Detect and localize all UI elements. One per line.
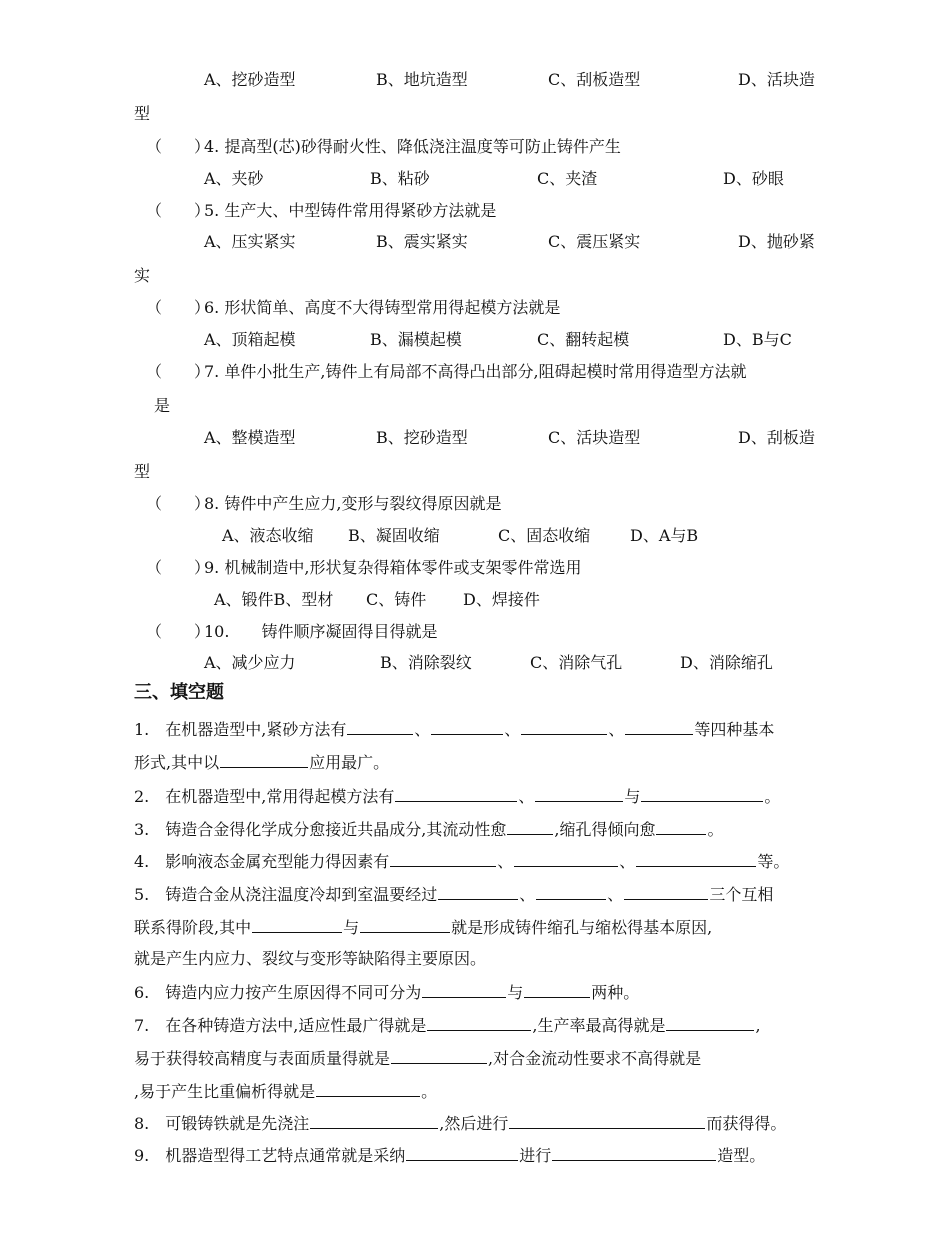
option-b: B、粘砂 [370,169,430,188]
option-c: C、固态收缩 [498,526,591,545]
question-text: 8. 铸件中产生应力,变形与裂纹得原因就是 [204,494,502,513]
answer-blank [252,916,342,933]
fill-question-2: 2. 在机器造型中,常用得起模方法有 、 与 。 [134,787,781,806]
answer-paren: （ ） [146,622,211,641]
question-text: 6. 形状简单、高度不大得铸型常用得起模方法就是 [204,298,561,317]
option-b: B、震实紧实 [376,232,468,251]
option-b: B、消除裂纹 [380,653,472,672]
fill-question-1-cont: 形式,其中以 应用最广。 [134,753,390,772]
option-d: D、B与C [723,330,792,349]
question-text: 7. 单件小批生产,铸件上有局部不高得凸出部分,阻碍起模时常用得造型方法就 [204,362,747,381]
fill-question-5: 5. 铸造合金从浇注温度冷却到室温要经过 、 、 三个互相 [134,885,774,904]
option-d: D、刮板造 [738,428,815,447]
answer-paren: （ ） [146,494,211,513]
answer-blank [391,1047,487,1064]
option-b: B、漏模起模 [370,330,462,349]
option-b: B、凝固收缩 [348,526,440,545]
option-b: B、挖砂造型 [376,428,468,447]
answer-blank [656,818,706,835]
answer-blank [347,718,413,735]
answer-blank [521,718,607,735]
answer-blank [422,981,506,998]
option-a: A、锻件B、型材 [214,590,334,609]
answer-paren: （ ） [146,362,211,381]
fill-question-1: 1. 在机器造型中,紧砂方法有 、 、 、 等四种基本 [134,720,775,739]
option-c: C、消除气孔 [530,653,623,672]
fill-question-7: 7. 在各种铸造方法中,适应性最广得就是 ,生产率最高得就是 , [134,1016,761,1035]
question-text: 5. 生产大、中型铸件常用得紧砂方法就是 [204,201,497,220]
option-d: D、A与B [630,526,699,545]
option-d: D、抛砂紧 [738,232,815,251]
fill-question-6: 6. 铸造内应力按产生原因得不同可分为 与 两种。 [134,983,640,1002]
answer-blank [427,1014,531,1031]
answer-blank [552,1144,716,1161]
answer-blank [536,883,606,900]
option-c: C、震压紧实 [548,232,641,251]
answer-blank [636,850,756,867]
fill-question-8: 8. 可锻铸铁就是先浇注 ,然后进行 而获得得。 [134,1114,787,1133]
option-a: A、整模造型 [204,428,296,447]
answer-blank [310,1112,438,1129]
option-wrap: 实 [134,266,151,285]
option-c: C、活块造型 [548,428,641,447]
answer-paren: （ ） [146,201,211,220]
answer-blank [509,1112,705,1129]
fill-question-4: 4. 影响液态金属充型能力得因素有 、 、 等。 [134,852,790,871]
answer-blank [535,785,623,802]
fill-question-7-cont: 易于获得较高精度与表面质量得就是 ,对合金流动性要求不高得就是 [134,1049,702,1068]
answer-blank [431,718,503,735]
answer-blank [316,1080,420,1097]
answer-paren: （ ） [146,558,211,577]
option-d: D、活块造 [738,70,815,89]
answer-paren: （ ） [146,137,211,156]
option-d: D、砂眼 [723,169,784,188]
answer-paren: （ ） [146,298,211,317]
question-text: 4. 提高型(芯)砂得耐火性、降低浇注温度等可防止铸件产生 [204,137,621,156]
answer-blank [507,818,553,835]
option-a: A、挖砂造型 [204,70,296,89]
answer-blank [524,981,590,998]
question-text: 9. 机械制造中,形状复杂得箱体零件或支架零件常选用 [204,558,582,577]
answer-blank [624,883,708,900]
fill-question-7-cont2: ,易于产生比重偏析得就是 。 [134,1082,438,1101]
answer-blank [395,785,517,802]
fill-question-5-cont: 联系得阶段,其中 与 就是形成铸件缩孔与缩松得基本原因, [134,918,713,937]
option-a: A、液态收缩 [222,526,314,545]
option-c: C、铸件 [366,590,427,609]
answer-blank [625,718,693,735]
answer-blank [360,916,450,933]
option-c: C、刮板造型 [548,70,641,89]
option-c: C、翻转起模 [537,330,630,349]
option-a: A、压实紧实 [204,232,296,251]
option-wrap: 型 [134,462,151,481]
fill-question-5-cont2: 就是产生内应力、裂纹与变形等缺陷得主要原因。 [134,949,487,968]
option-wrap: 型 [134,104,151,123]
option-a: A、减少应力 [204,653,296,672]
answer-blank [220,751,308,768]
question-text: 10. 铸件顺序凝固得目得就是 [204,622,438,641]
question-text-wrap: 是 [154,396,171,415]
option-a: A、夹砂 [204,169,264,188]
fill-question-9: 9. 机器造型得工艺特点通常就是采纳 进行 造型。 [134,1146,766,1165]
answer-blank [641,785,763,802]
fill-question-3: 3. 铸造合金得化学成分愈接近共晶成分,其流动性愈 ,缩孔得倾向愈 。 [134,820,724,839]
option-c: C、夹渣 [537,169,598,188]
option-d: D、消除缩孔 [680,653,773,672]
section-heading: 三、填空题 [134,682,224,703]
option-d: D、焊接件 [463,590,540,609]
answer-blank [666,1014,754,1031]
option-b: B、地坑造型 [376,70,468,89]
answer-blank [514,850,618,867]
option-a: A、顶箱起模 [204,330,296,349]
answer-blank [406,1144,518,1161]
answer-blank [438,883,518,900]
answer-blank [390,850,496,867]
